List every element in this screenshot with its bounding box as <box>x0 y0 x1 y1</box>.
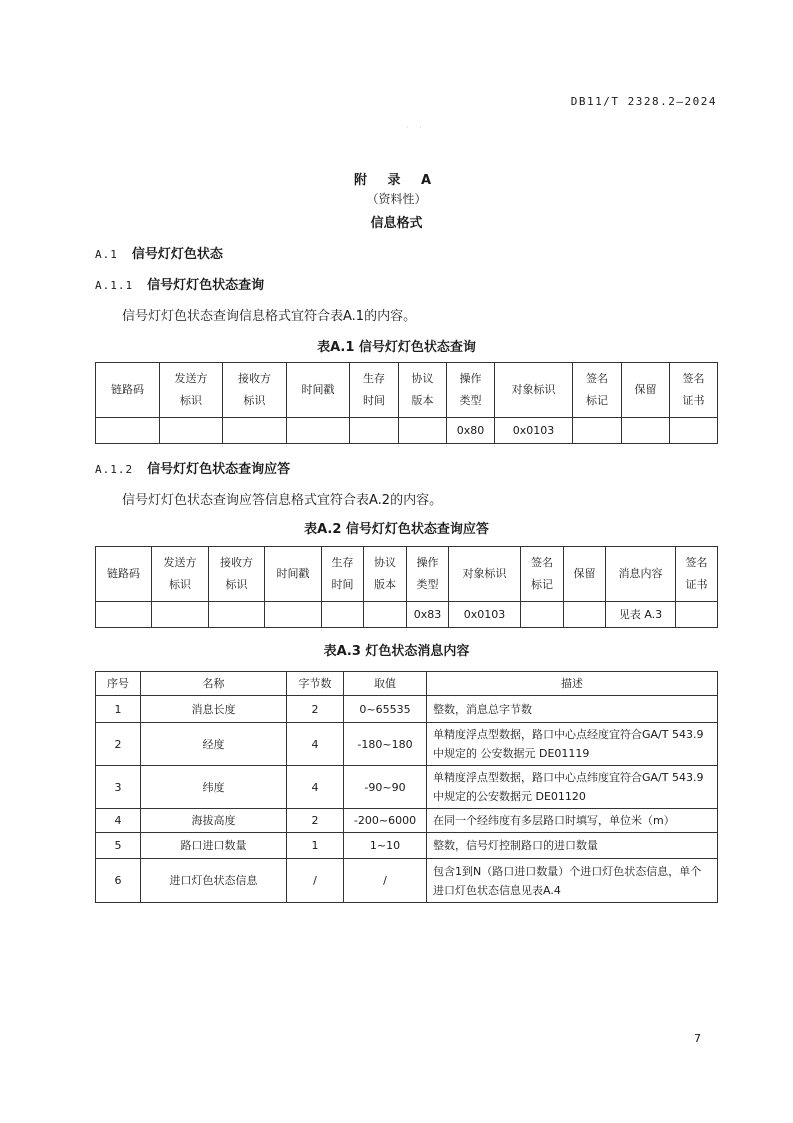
table-a1 <box>95 362 718 444</box>
header-cell: 描述 <box>427 672 718 696</box>
table-row <box>96 723 718 766</box>
cell <box>160 418 223 444</box>
table-a2 <box>95 546 718 628</box>
header-cell: 签名 证书 <box>676 547 718 602</box>
cell: 整数，信号灯控制路口的进口数量 <box>427 833 718 859</box>
document-number: DB11/T 2328.2—2024 <box>570 95 717 108</box>
cell <box>96 602 152 628</box>
section-a1-heading <box>95 243 223 262</box>
table-header-row <box>96 672 718 696</box>
cell: 经度 <box>141 723 287 766</box>
cell: 1 <box>287 833 344 859</box>
cell <box>322 602 364 628</box>
header-cell: 生存 时间 <box>350 363 399 418</box>
cell <box>676 602 718 628</box>
section-number: A.1 <box>95 248 118 261</box>
header-cell: 发送方 标识 <box>160 363 223 418</box>
table-row <box>96 859 718 903</box>
header-cell: 接收方 标识 <box>209 547 265 602</box>
cell <box>265 602 322 628</box>
cell: 纬度 <box>141 766 287 809</box>
table-row <box>96 418 718 444</box>
cell <box>96 418 160 444</box>
header-cell: 发送方 标识 <box>152 547 209 602</box>
table-row <box>96 696 718 723</box>
header-cell: 消息内容 <box>606 547 676 602</box>
section-a12-heading <box>95 458 290 477</box>
cell <box>573 418 622 444</box>
cell <box>521 602 564 628</box>
table-row <box>96 766 718 809</box>
cell <box>223 418 287 444</box>
cell: 包含1到N（路口进口数量）个进口灯色状态信息，单个进口灯色状态信息见表A.4 <box>427 859 718 903</box>
cell: 5 <box>96 833 141 859</box>
cell: 2 <box>287 809 344 833</box>
cell: 路口进口数量 <box>141 833 287 859</box>
header-cell: 接收方 标识 <box>223 363 287 418</box>
header-cell: 取值 <box>344 672 427 696</box>
cell <box>564 602 606 628</box>
header-cell: 时间戳 <box>287 363 350 418</box>
section-title: 信号灯灯色状态查询 <box>147 278 265 293</box>
cell: 3 <box>96 766 141 809</box>
table-header-row <box>96 363 718 418</box>
table-a3 <box>95 671 718 903</box>
header-cell: 链路码 <box>96 547 152 602</box>
cell: 整数，消息总字节数 <box>427 696 718 723</box>
header-cell: 对象标识 <box>495 363 573 418</box>
table-row <box>96 602 718 628</box>
section-number: A.1.1 <box>95 279 134 292</box>
header-cell: 序号 <box>96 672 141 696</box>
header-cell: 操作 类型 <box>447 363 495 418</box>
cell: 6 <box>96 859 141 903</box>
cell: 0x0103 <box>449 602 521 628</box>
cell <box>622 418 670 444</box>
cell: 2 <box>287 696 344 723</box>
header-dots: · · <box>406 123 426 132</box>
cell: / <box>344 859 427 903</box>
header-cell: 保留 <box>564 547 606 602</box>
table-a2-caption: 表A.2 信号灯灯色状态查询应答 <box>304 522 489 537</box>
cell: 0x80 <box>447 418 495 444</box>
cell: 单精度浮点型数据，路口中心点纬度宜符合GA/T 543.9 中规定的公安数据元 DE01120 <box>427 766 718 809</box>
cell: 0~65535 <box>344 696 427 723</box>
appendix-nature: （资料性） <box>366 192 427 206</box>
cell: 0x0103 <box>495 418 573 444</box>
header-cell: 协议 版本 <box>399 363 447 418</box>
section-a11-heading <box>95 274 264 293</box>
section-a11-text: 信号灯灯色状态查询信息格式宜符合表A.1的内容。 <box>122 309 417 324</box>
header-cell: 时间戳 <box>265 547 322 602</box>
cell: 2 <box>96 723 141 766</box>
header-cell: 签名 证书 <box>670 363 718 418</box>
cell <box>287 418 350 444</box>
cell: -180~180 <box>344 723 427 766</box>
header-cell: 操作 类型 <box>407 547 449 602</box>
cell: 1~10 <box>344 833 427 859</box>
cell: 见表 A.3 <box>606 602 676 628</box>
cell: 4 <box>287 766 344 809</box>
cell <box>364 602 407 628</box>
cell: 消息长度 <box>141 696 287 723</box>
cell <box>670 418 718 444</box>
cell <box>152 602 209 628</box>
header-cell: 签名 标记 <box>573 363 622 418</box>
header-cell: 生存 时间 <box>322 547 364 602</box>
cell: -200~6000 <box>344 809 427 833</box>
cell: 0x83 <box>407 602 449 628</box>
header-cell: 名称 <box>141 672 287 696</box>
header-cell: 协议 版本 <box>364 547 407 602</box>
appendix-subtitle: 信息格式 <box>370 216 423 231</box>
header-cell: 字节数 <box>287 672 344 696</box>
table-row <box>96 833 718 859</box>
cell: 在同一个经纬度有多层路口时填写，单位米（m） <box>427 809 718 833</box>
header-cell: 保留 <box>622 363 670 418</box>
table-header-row <box>96 547 718 602</box>
cell: 进口灯色状态信息 <box>141 859 287 903</box>
section-a12-text: 信号灯灯色状态查询应答信息格式宜符合表A.2的内容。 <box>122 493 443 508</box>
cell: 4 <box>287 723 344 766</box>
section-title: 信号灯灯色状态查询应答 <box>147 462 291 477</box>
cell <box>399 418 447 444</box>
cell <box>350 418 399 444</box>
appendix-title: 附 录 A <box>353 173 440 188</box>
table-row <box>96 809 718 833</box>
cell: -90~90 <box>344 766 427 809</box>
section-number: A.1.2 <box>95 463 134 476</box>
cell <box>209 602 265 628</box>
cell: 海拔高度 <box>141 809 287 833</box>
page-number: 7 <box>694 1032 701 1045</box>
cell: 1 <box>96 696 141 723</box>
table-a1-caption: 表A.1 信号灯灯色状态查询 <box>317 340 476 355</box>
section-title: 信号灯灯色状态 <box>131 247 223 262</box>
header-cell: 对象标识 <box>449 547 521 602</box>
table-a3-caption: 表A.3 灯色状态消息内容 <box>323 644 470 659</box>
cell: 4 <box>96 809 141 833</box>
header-cell: 签名 标记 <box>521 547 564 602</box>
header-cell: 链路码 <box>96 363 160 418</box>
cell: 单精度浮点型数据，路口中心点经度宜符合GA/T 543.9中规定的 公安数据元 DE01119 <box>427 723 718 766</box>
cell: / <box>287 859 344 903</box>
